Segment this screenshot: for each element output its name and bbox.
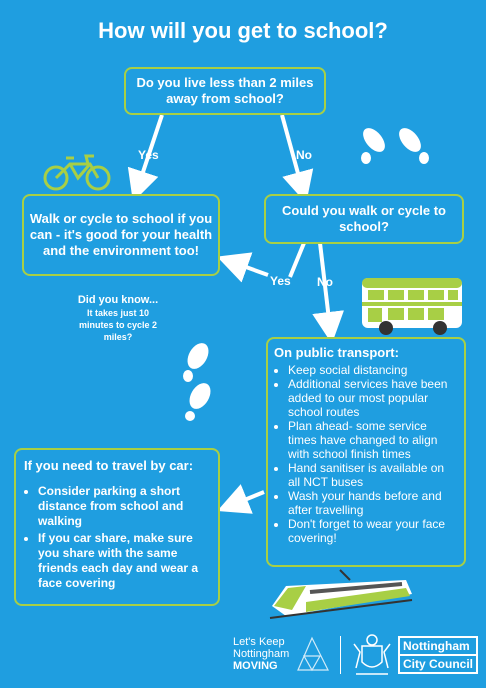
car-arrow: [232, 492, 264, 505]
no1-label: No: [296, 148, 312, 162]
public-transport-heading: On public transport:: [274, 345, 399, 360]
car-travel-heading: If you need to travel by car:: [24, 458, 194, 473]
lkn-line1: Let's Keep: [233, 636, 285, 648]
footprints-icon: [352, 122, 436, 170]
did-you-know: [58, 294, 178, 343]
lkn-geometric-icon: [296, 636, 330, 672]
question-distance-line1: Do you live less than 2 miles: [136, 75, 314, 90]
public-transport-box: [266, 337, 466, 567]
walk-cycle-line1: Walk or cycle to school if you: [29, 211, 213, 226]
did-you-know-heading: Did you know...: [77, 294, 159, 306]
question-walk-line2: school?: [339, 219, 389, 234]
tram-icon: [266, 566, 416, 622]
question-walk-line1: Could you walk or cycle to: [282, 203, 446, 218]
lkn-line2: Nottingham: [233, 648, 290, 660]
did-you-know-line3: minutes to cycle 2: [78, 320, 158, 330]
did-you-know-line2: It takes just 10: [86, 308, 150, 318]
transport-item: • Hand sanitiser is available on all NCT buses: [288, 461, 458, 489]
car-item: • If you car share, make sure you share with the same friends each day and wear a face covering: [38, 531, 210, 591]
page-title: How will you get to school?: [98, 18, 388, 43]
car-item: • Consider parking a short distance from school and walking: [38, 484, 210, 529]
yes2-label: Yes: [270, 274, 291, 288]
question-distance-box: [124, 67, 326, 115]
footprints-icon-2: [178, 338, 218, 422]
walk-cycle-line2: can - it's good for your health: [29, 227, 213, 242]
public-transport-list: [274, 363, 458, 545]
walk-cycle-box: [22, 194, 220, 276]
council-name: [398, 636, 478, 674]
walk-cycle-line3: and the environment too!: [43, 243, 199, 258]
council-line2: City Council: [398, 656, 478, 674]
transport-item: • Additional services have been added to our most popular school routes: [288, 377, 458, 419]
bicycle-icon: [42, 150, 112, 192]
council-line1: Nottingham: [398, 636, 478, 656]
question-walk-box: [264, 194, 464, 244]
did-you-know-line4: miles?: [103, 332, 133, 342]
transport-item: • Wash your hands before and after travelling: [288, 489, 458, 517]
no2-label: No: [317, 275, 333, 289]
bus-icon: [360, 276, 466, 338]
question-distance-line2: away from school?: [166, 91, 284, 106]
car-travel-list: [24, 484, 210, 591]
footer-divider: [340, 636, 341, 674]
yes2-arrow-tail: [232, 262, 268, 275]
transport-item: • Plan ahead- some service times have changed to align with school finish times: [288, 419, 458, 461]
transport-item: • Keep social distancing: [288, 363, 458, 377]
lkn-line3: MOVING: [233, 660, 278, 672]
lets-keep-moving-logo: [233, 636, 289, 672]
car-travel-box: [14, 448, 220, 606]
yes2-arrow: [290, 243, 304, 277]
yes1-label: Yes: [138, 148, 159, 162]
council-crest-icon: [350, 632, 394, 678]
transport-item: • Don't forget to wear your face covering!: [288, 517, 458, 545]
